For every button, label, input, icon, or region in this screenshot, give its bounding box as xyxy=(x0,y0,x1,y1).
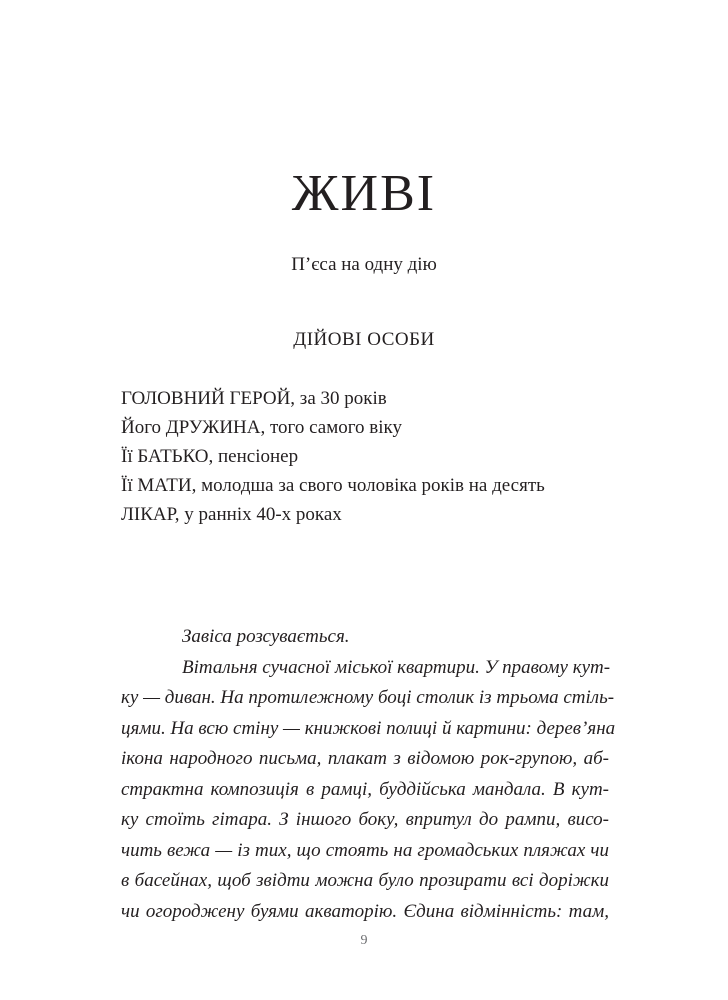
play-title: ЖИВІ xyxy=(291,165,437,222)
stage-line: Вітальня сучасної міської квартири. У правому кут- xyxy=(182,656,611,678)
stage-line: ку стоїть гітара. З іншого боку, впритул до рампи, висо- xyxy=(121,809,609,830)
cast-list xyxy=(121,384,641,529)
cast-item: ЛІКАР, у ранніх 40-х роках xyxy=(121,504,342,525)
cast-item: Її МАТИ, молодша за свого чоловіка років на десять xyxy=(121,475,545,496)
stage-line: ку — диван. На протилежному боці столик із трьома стіль- xyxy=(121,687,615,708)
cast-item: Її БАТЬКО, пенсіонер xyxy=(121,446,299,467)
stage-line: чи огороджену буями акваторію. Єдина відмінність: там, xyxy=(121,900,609,922)
cast-item: ГОЛОВНИЙ ГЕРОЙ, за 30 років xyxy=(121,388,387,409)
play-subtitle: П’єса на одну дію xyxy=(291,254,437,275)
page-number: 9 xyxy=(360,933,368,948)
stage-line: Завіса розсувається. xyxy=(182,626,350,647)
stage-line: чить вежа — із тих, що стоять на громадських пляжах чи xyxy=(121,839,609,861)
stage-directions xyxy=(121,622,616,927)
cast-item: Його ДРУЖИНА, того самого віку xyxy=(121,417,403,438)
stage-line: страктна композиція в рамці, буддійська мандала. В кут- xyxy=(121,778,609,800)
cast-heading: ДІЙОВІ ОСОБИ xyxy=(293,329,435,350)
stage-line: цями. На всю стіну — книжкові полиці й картини: дерев’яна xyxy=(121,717,616,739)
stage-line: в басейнах, щоб звідти можна було прозирати всі доріжки xyxy=(121,870,609,891)
stage-line: ікона народного письма, плакат з відомою рок-групою, аб- xyxy=(121,748,609,769)
